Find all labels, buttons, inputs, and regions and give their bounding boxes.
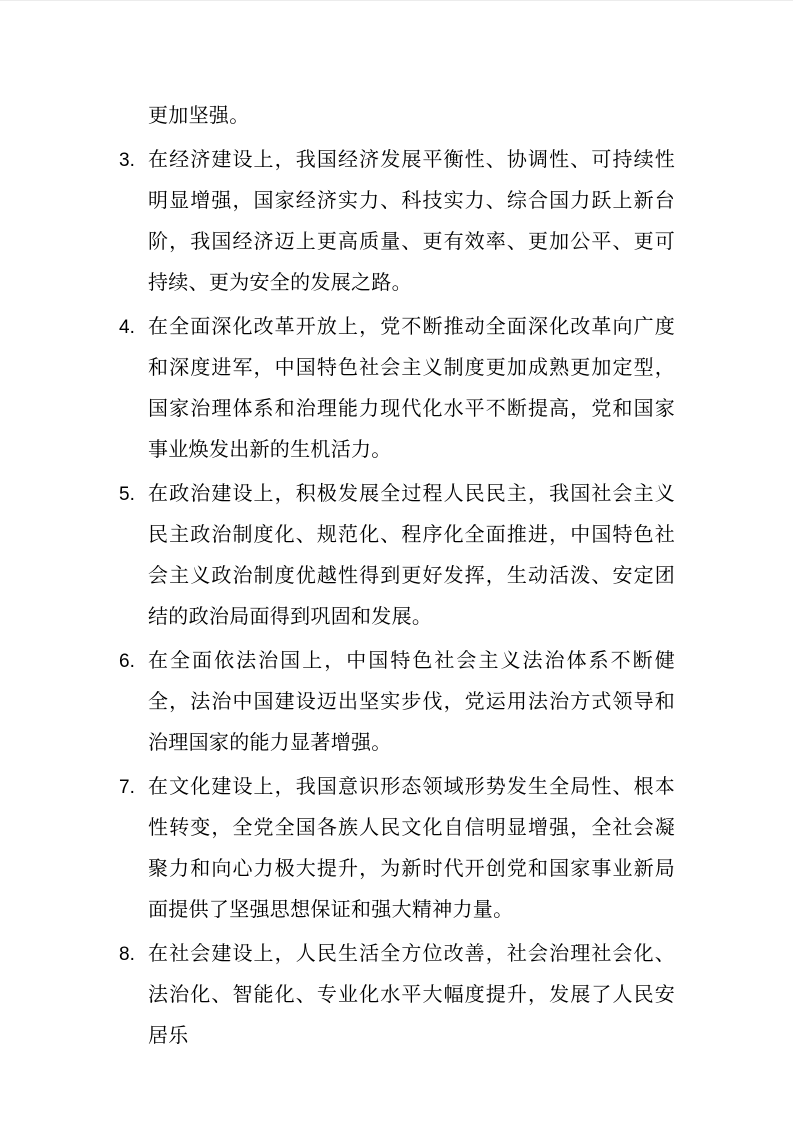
list-item-text: 在经济建设上，我国经济发展平衡性、协调性、可持续性明显增强，国家经济实力、科技实力、综合国力跃上新台阶，我国经济迈上更高质量、更有效率、更加公平、更可持续、更为安全的发展之路。	[148, 149, 675, 294]
list-item-text: 在文化建设上，我国意识形态领域形势发生全局性、根本性转变，全党全国各族人民文化自信明显增强，全社会凝聚力和向心力极大提升，为新时代开创党和国家事业新局面提供了坚强思想保证和强大精神力量。	[148, 776, 675, 921]
numbered-list	[119, 140, 675, 1057]
list-number: 3.	[119, 150, 135, 171]
list-item-text: 在全面依法治国上，中国特色社会主义法治体系不断健全，法治中国建设迈出坚实步伐，党运用法治方式领导和治理国家的能力显著增强。	[148, 650, 675, 754]
list-number: 6.	[119, 651, 135, 672]
list-item-6	[119, 641, 675, 764]
list-item-7	[119, 767, 675, 931]
list-item-text: 在全面深化改革开放上，党不断推动全面深化改革向广度和深度进军，中国特色社会主义制度更加成熟更加定型，国家治理体系和治理能力现代化水平不断提高，党和国家事业焕发出新的生机活力。	[148, 316, 675, 461]
list-number: 7.	[119, 777, 135, 798]
list-item-5	[119, 474, 675, 638]
list-item-4	[119, 307, 675, 471]
paragraph-continuation: 更加坚强。	[148, 105, 250, 127]
list-item-3	[119, 140, 675, 304]
list-number: 4.	[119, 317, 135, 338]
list-number: 8.	[119, 944, 135, 965]
document-content	[119, 96, 675, 1060]
list-item-text: 在社会建设上，人民生活全方位改善，社会治理社会化、法治化、智能化、专业化水平大幅度提升，发展了人民安居乐	[148, 943, 675, 1047]
list-item-8	[119, 934, 675, 1057]
list-item-text: 在政治建设上，积极发展全过程人民民主，我国社会主义民主政治制度化、规范化、程序化全面推进，中国特色社会主义政治制度优越性得到更好发挥，生动活泼、安定团结的政治局面得到巩固和发展。	[148, 483, 675, 628]
list-number: 5.	[119, 484, 135, 505]
page-top-border	[0, 0, 793, 1]
